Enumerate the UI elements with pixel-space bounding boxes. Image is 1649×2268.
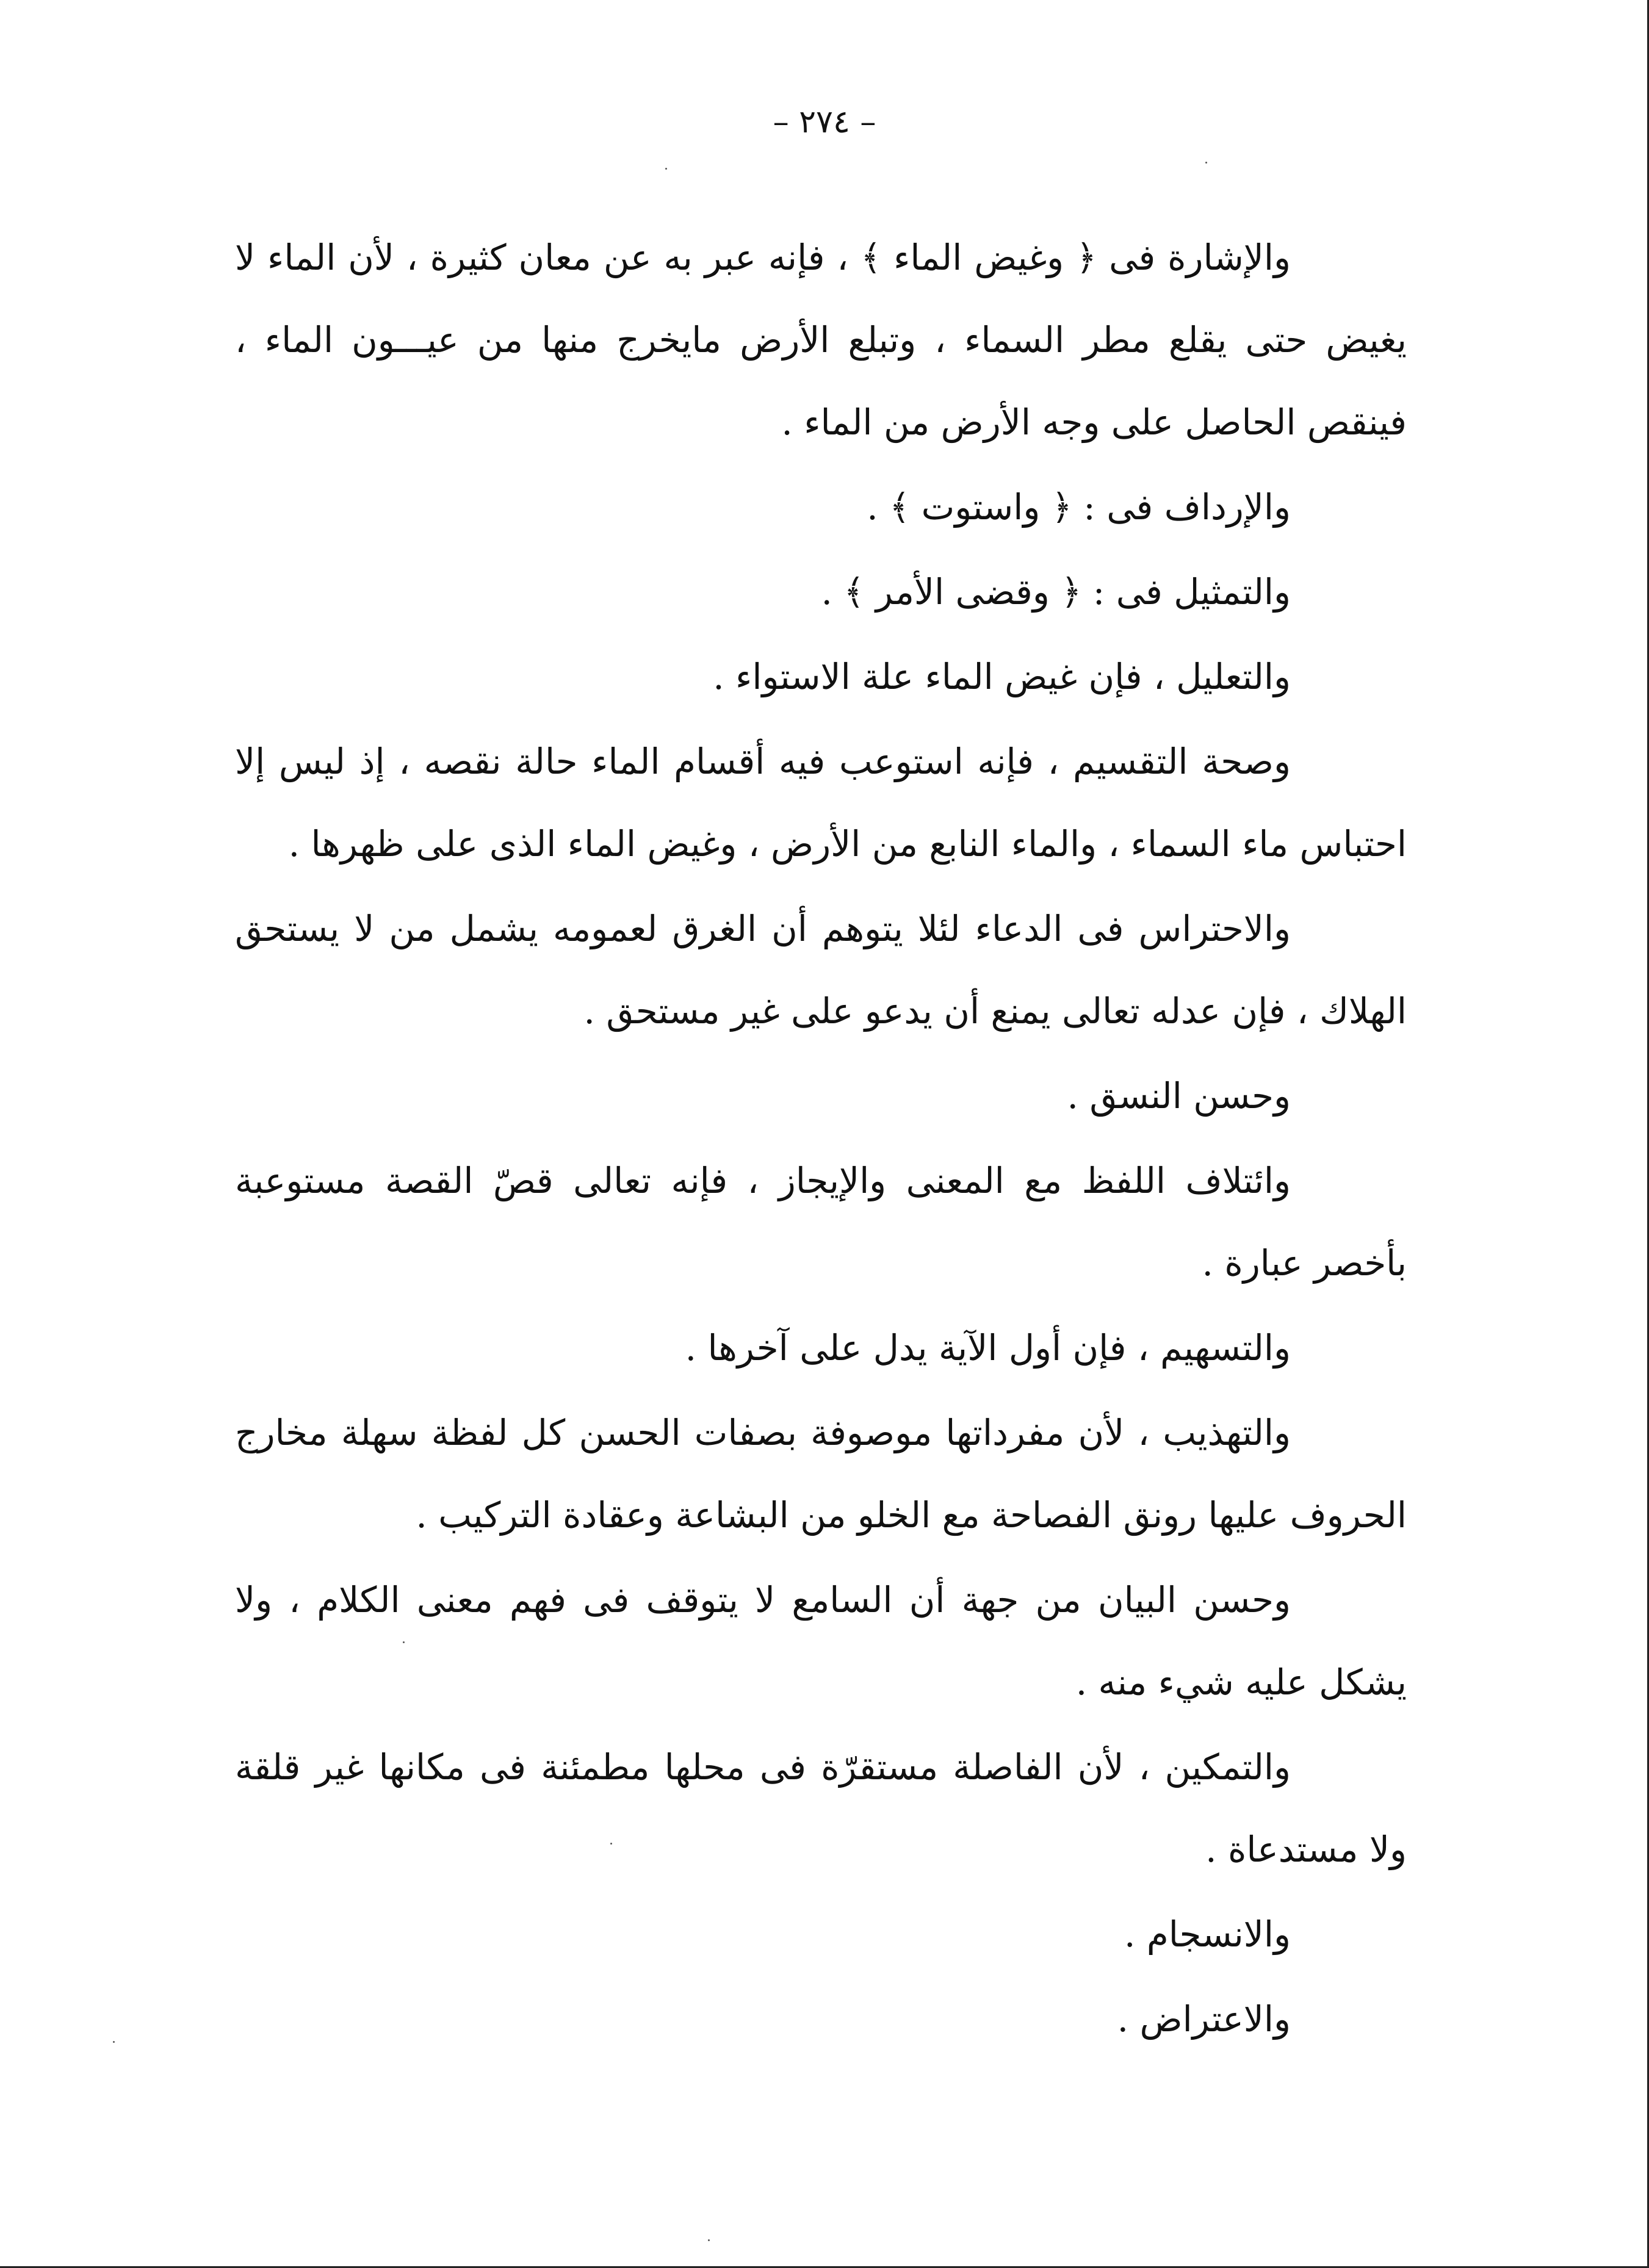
paragraph-taqsim: وصحة التقسيم ، فإنه استوعب فيه أقسام الماء حالة نقصه ، إذ ليس إلا احتباس ماء السماء ، والماء النابع من الأرض ، وغيض الماء الذى على ظهرها . xyxy=(235,741,1407,865)
paragraph-bayan: وحسن البيان من جهة أن السامع لا يتوقف فى فهم معنى الكلام ، ولا يشكل عليه شيء منه . xyxy=(235,1579,1407,1703)
scan-speck xyxy=(113,2041,115,2043)
paragraph-irdaf: والإرداف فى : ﴿ واستوت ﴾ . xyxy=(867,486,1291,528)
scan-speck xyxy=(403,1641,405,1643)
body-text xyxy=(235,217,1407,2061)
paragraph-ihtiras: والاحتراس فى الدعاء لئلا يتوهم أن الغرق لعمومه يشمل من لا يستحق الهلاك ، فإن عدله تعالى يمنع أن يدعو على غير مستحق . xyxy=(235,908,1407,1032)
page-number: – ٢٧٤ – xyxy=(773,104,876,140)
paragraph-tahdhib: والتهذيب ، لأن مفرداتها موصوفة بصفات الحسن كل لفظة سهلة مخارج الحروف عليها رونق الفصاحة مع الخلو من البشاعة وعقادة التركيب . xyxy=(235,1412,1407,1536)
scan-speck xyxy=(1205,162,1207,164)
scan-speck xyxy=(665,168,667,170)
scan-speck xyxy=(708,2239,710,2241)
paragraph-ishara: والإشارة فى ﴿ وغيض الماء ﴾ ، فإنه عبر به عن معان كثيرة ، لأن الماء لا يغيض حتى يقلع مطر السماء ، وتبلع الأرض مايخرج منها من عيـــون الماء ، فينقص الحاصل على وجه الأرض من الماء . xyxy=(235,237,1407,443)
paragraph-insijam: والانسجام . xyxy=(1124,1913,1291,1955)
paragraph-tamkin: والتمكين ، لأن الفاصلة مستقرّة فى محلها مطمئنة فى مكانها غير قلقة ولا مستدعاة . xyxy=(235,1746,1407,1870)
paragraph-tashim: والتسهيم ، فإن أول الآية يدل على آخرها . xyxy=(685,1327,1291,1369)
paragraph-itirad: والاعتراض . xyxy=(1117,1998,1291,2040)
paragraph-talil: والتعليل ، فإن غيض الماء علة الاستواء . xyxy=(713,656,1291,697)
paragraph-itilaf: وائتلاف اللفظ مع المعنى والإيجاز ، فإنه تعالى قصّ القصة مستوعبة بأخصر عبارة . xyxy=(235,1160,1407,1284)
paragraph-nasaq: وحسن النسق . xyxy=(1067,1075,1291,1117)
paragraph-tamthil: والتمثيل فى : ﴿ وقضى الأمر ﴾ . xyxy=(821,571,1291,613)
scan-speck xyxy=(610,1843,612,1845)
